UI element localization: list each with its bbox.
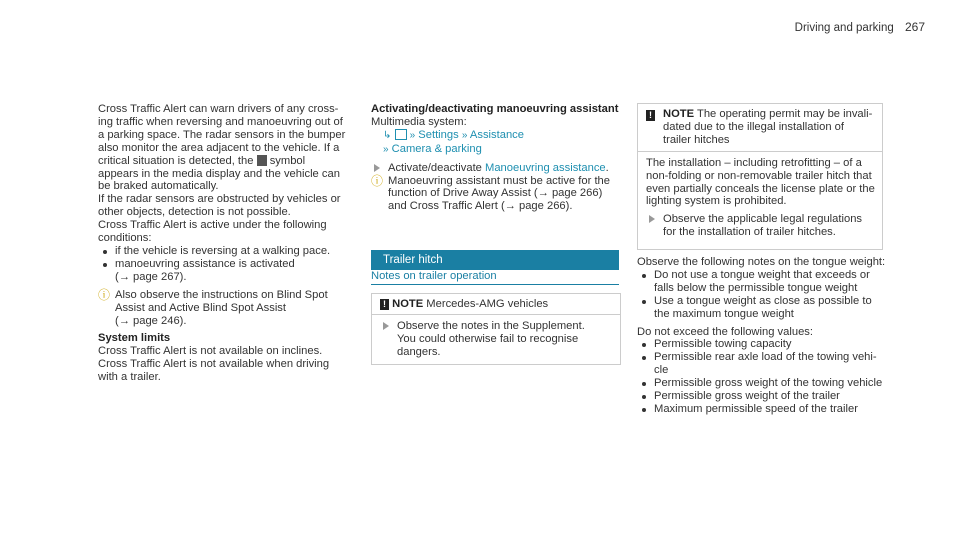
system-label: Multimedia system: (371, 115, 467, 128)
value-text: Permissible gross weight of the towing vehicle (654, 377, 883, 390)
obstructed-line: If the radar sensors are obstructed by vehicles or (98, 193, 341, 206)
section-heading: Activating/deactivating manoeuvring assistant (371, 103, 619, 115)
settings-link[interactable]: Settings (418, 128, 459, 141)
note-box (637, 103, 883, 250)
conditions-line: Cross Traffic Alert is active under the following (98, 219, 327, 232)
tongue-item (637, 295, 887, 321)
section-title: Driving and parking (794, 22, 894, 34)
note-line: You could otherwise fail to recognise (397, 332, 579, 345)
note-body (638, 151, 882, 243)
note-line: lighting system is prohibited. (646, 195, 787, 208)
nav-path (371, 129, 621, 143)
subheading-text: Notes on trailer operation (371, 270, 497, 282)
info-note (371, 175, 621, 214)
column-3 (637, 256, 887, 416)
warning-icon: ! (646, 110, 655, 121)
value-item (637, 377, 887, 390)
intro-line: appears in the media display and the vehicle can (98, 167, 340, 180)
value-text: Permissible towing capacity (654, 338, 792, 351)
info-text: function of Drive Away Assist (→ page 266) (388, 187, 603, 200)
intro-text: critical situation is detected, the (98, 154, 254, 167)
column-1 (98, 103, 353, 384)
note-line: dangers. (397, 345, 441, 358)
action-prefix: Activate/deactivate (388, 161, 482, 174)
note-line: non-folding or non-removable trailer hitch that (646, 169, 872, 182)
intro-line: a parking space. The radar sensors in the bumper (98, 128, 346, 141)
action-suffix: . (605, 161, 609, 174)
info-text: (→ page 246). (115, 314, 187, 327)
value-text: cle (654, 364, 669, 377)
nav-path (371, 143, 621, 157)
info-note (98, 289, 353, 328)
value-text: Permissible rear axle load of the towing vehi- (654, 351, 877, 364)
home-icon (395, 129, 407, 140)
limits-line: with a trailer. (98, 371, 161, 384)
tongue-intro: Observe the following notes on the tongue weight: (637, 256, 886, 268)
condition-text: manoeuvring assistance is activated (115, 257, 295, 270)
limits-title: System limits (98, 332, 171, 345)
action-arrow-icon (383, 322, 389, 330)
values-intro: Do not exceed the following values: (637, 325, 814, 338)
page-header (795, 20, 925, 34)
note-line: for the installation of trailer hitches. (663, 226, 836, 239)
tongue-item (637, 269, 887, 295)
limits-line: Cross Traffic Alert is not available on inclines. (98, 345, 323, 358)
info-text: and Cross Traffic Alert (→ page 266). (388, 200, 573, 213)
page-number: 267 (904, 20, 925, 34)
note-line: The operating permit may be invali- (696, 108, 873, 120)
obstructed-line: other objects, detection is not possible. (98, 206, 291, 219)
action-arrow-icon (649, 215, 655, 223)
value-item (637, 390, 887, 403)
action-step (380, 320, 614, 359)
return-arrow-icon: ↳ (383, 129, 392, 141)
info-text: Manoeuvring assistant must be active for the (388, 174, 610, 187)
intro-line: be braked automatically. (98, 180, 219, 193)
note-label: NOTE (663, 108, 695, 120)
value-item (637, 403, 887, 416)
info-icon: ⓘ (371, 173, 384, 188)
condition-item (98, 245, 353, 258)
action-text (388, 162, 621, 175)
note-line: Observe the notes in the Supplement. (397, 319, 585, 332)
camera-parking-link[interactable]: Camera & parking (391, 142, 482, 155)
column-2 (371, 103, 621, 213)
tongue-text: the maximum tongue weight (654, 307, 794, 320)
tongue-text: Do not use a tongue weight that exceeds or (654, 268, 870, 281)
note-line: The installation – including retrofitting – of a (646, 156, 862, 169)
subheading (371, 270, 619, 285)
action-step (371, 162, 621, 175)
note-line: even partially conceals the license plate or the (646, 182, 875, 195)
section-band (371, 250, 619, 270)
chevron-right-icon: » (461, 129, 468, 141)
note-line: dated due to the illegal installation of (663, 120, 844, 133)
action-step (646, 213, 876, 239)
note-text: Mercedes-AMG vehicles (426, 298, 549, 310)
note-label: NOTE (392, 298, 424, 310)
intro-line: also monitor the area adjacent to the vehicle. If a (98, 141, 340, 154)
note-header (372, 294, 620, 314)
value-item (637, 338, 887, 351)
limits-line: Cross Traffic Alert is not available when driving (98, 358, 330, 371)
radar-symbol-icon (257, 155, 267, 166)
info-icon: ⓘ (98, 287, 111, 302)
tongue-text: falls below the permissible tongue weight (654, 281, 858, 294)
condition-text: (→ page 267). (115, 270, 187, 283)
band-title: Trailer hitch (383, 254, 443, 266)
intro-line: ing traffic when reversing and manoeuvring out of (98, 115, 343, 128)
value-item (637, 351, 887, 377)
note-line: trailer hitches (663, 133, 730, 146)
tongue-text: Use a tongue weight as close as possible to (654, 294, 872, 307)
intro-line: Cross Traffic Alert can warn drivers of any cross- (98, 103, 339, 115)
warning-icon: ! (380, 299, 389, 310)
intro-text: symbol (269, 154, 306, 167)
note-header (638, 104, 882, 151)
assistance-link[interactable]: Assistance (469, 128, 524, 141)
value-text: Permissible gross weight of the trailer (654, 390, 840, 403)
manoeuvring-assistance-link[interactable]: Manoeuvring assistance (485, 161, 606, 174)
condition-item (98, 258, 353, 284)
intro-line (98, 155, 353, 168)
value-text: Maximum permissible speed of the trailer (654, 402, 858, 415)
note-line: Observe the applicable legal regulations (663, 213, 863, 226)
note-box (371, 293, 621, 365)
chevron-right-icon: » (383, 143, 389, 155)
note-body (372, 314, 620, 363)
action-arrow-icon (374, 164, 380, 172)
conditions-line: conditions: (98, 232, 152, 245)
condition-text: if the vehicle is reversing at a walking pace. (115, 244, 331, 257)
chevron-right-icon: » (409, 129, 416, 141)
info-text: Assist and Active Blind Spot Assist (115, 301, 287, 314)
info-text: Also observe the instructions on Blind Spot (115, 288, 328, 301)
